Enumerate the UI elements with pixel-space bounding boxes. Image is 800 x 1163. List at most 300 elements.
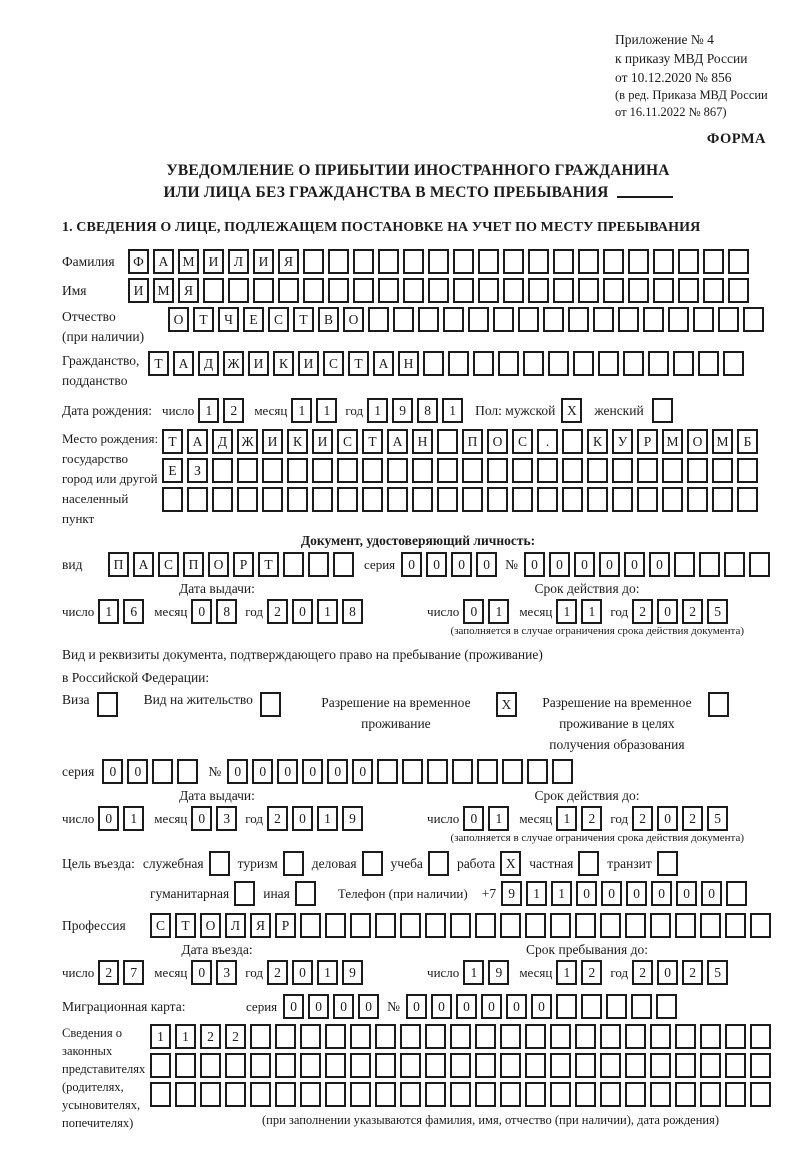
purpose-work-checkbox[interactable] [500, 851, 521, 876]
surname-char-cell[interactable] [328, 249, 349, 274]
birthplace-char-cell[interactable] [587, 487, 608, 512]
representatives-char-cell[interactable] [300, 1082, 321, 1107]
birthplace-char-cell[interactable] [587, 458, 608, 483]
representatives-char-cell[interactable] [325, 1024, 346, 1049]
birthplace-char-cell[interactable]: Р [637, 429, 658, 454]
stay-until-day-cell[interactable]: 9 [488, 960, 509, 985]
stay-until-year-cell[interactable]: 2 [682, 960, 703, 985]
doc-kind-char-cell[interactable]: П [108, 552, 129, 577]
representatives-char-cell[interactable] [350, 1082, 371, 1107]
birthplace-char-cell[interactable] [437, 487, 458, 512]
birthplace-char-cell[interactable] [662, 458, 683, 483]
entry-year-cell[interactable]: 2 [267, 960, 288, 985]
representatives-char-cell[interactable] [675, 1082, 696, 1107]
phone-digit-cell[interactable]: 9 [501, 881, 522, 906]
birthplace-char-cell[interactable] [537, 458, 558, 483]
birthplace-char-cell[interactable] [687, 458, 708, 483]
birthplace-char-cell[interactable] [212, 458, 233, 483]
birthplace-char-cell[interactable] [512, 487, 533, 512]
doc-kind-char-cell[interactable]: О [208, 552, 229, 577]
citizenship-char-cell[interactable] [648, 351, 669, 376]
stay-series-cell[interactable] [152, 759, 173, 784]
birthplace-char-cell[interactable] [312, 458, 333, 483]
purpose-other-checkbox[interactable] [295, 881, 316, 906]
firstname-char-cell[interactable] [378, 278, 399, 303]
phone-digit-cell[interactable]: 0 [676, 881, 697, 906]
birthdate-month-cell[interactable]: 1 [316, 398, 337, 423]
purpose-checkbox-cell[interactable] [295, 881, 316, 906]
doc-number-cell[interactable] [749, 552, 770, 577]
firstname-char-cell[interactable]: И [128, 278, 149, 303]
doc-issue-month-cell[interactable]: 8 [216, 599, 237, 624]
firstname-char-cell[interactable] [278, 278, 299, 303]
stay-series-cells[interactable] [102, 759, 198, 784]
doc-issue-year-cell[interactable]: 1 [317, 599, 338, 624]
doc-number-cell[interactable]: 0 [549, 552, 570, 577]
stay-series-cell[interactable]: 0 [102, 759, 123, 784]
purpose-transit-checkbox[interactable] [657, 851, 678, 876]
stay-valid-year-cell[interactable]: 5 [707, 806, 728, 831]
doc-issue-day-cell[interactable]: 1 [98, 599, 119, 624]
birthdate-day-cell[interactable]: 1 [198, 398, 219, 423]
entry-year-cell[interactable]: 1 [317, 960, 338, 985]
representatives-char-cell[interactable] [625, 1024, 646, 1049]
stay-issue-year-cell[interactable]: 1 [317, 806, 338, 831]
purpose-humanitarian-checkbox[interactable] [234, 881, 255, 906]
representatives-char-cell[interactable] [175, 1082, 196, 1107]
birthplace-char-cell[interactable] [487, 458, 508, 483]
doc-issue-year-cell[interactable]: 0 [292, 599, 313, 624]
citizenship-char-cell[interactable]: Ж [223, 351, 244, 376]
phone-digit-cell[interactable]: 1 [551, 881, 572, 906]
birthplace-char-cell[interactable] [362, 487, 383, 512]
surname-char-cell[interactable] [403, 249, 424, 274]
doc-kind-cells[interactable] [108, 552, 354, 577]
phone-digit-cell[interactable]: 0 [651, 881, 672, 906]
stay-number-cell[interactable] [402, 759, 423, 784]
phone-digit-cell[interactable]: 0 [601, 881, 622, 906]
profession-char-cell[interactable] [300, 913, 321, 938]
patronymic-char-cell[interactable]: С [268, 307, 289, 332]
representatives-char-cell[interactable] [425, 1082, 446, 1107]
birthplace-char-cell[interactable] [712, 487, 733, 512]
birthplace-char-cell[interactable]: Н [412, 429, 433, 454]
surname-char-cell[interactable] [503, 249, 524, 274]
surname-char-cell[interactable]: Л [228, 249, 249, 274]
firstname-char-cell[interactable]: М [153, 278, 174, 303]
profession-char-cell[interactable] [625, 913, 646, 938]
representatives-char-cell[interactable] [675, 1053, 696, 1078]
birthplace-char-cell[interactable]: М [712, 429, 733, 454]
stay-series-cell[interactable] [177, 759, 198, 784]
stay-issue-month-cell[interactable]: 3 [216, 806, 237, 831]
birthplace-char-cell[interactable] [312, 487, 333, 512]
profession-char-cell[interactable] [400, 913, 421, 938]
female-checkbox-cell[interactable] [652, 398, 673, 423]
doc-issue-year-cells[interactable] [267, 599, 363, 624]
representatives-char-cell[interactable] [650, 1024, 671, 1049]
birthplace-char-cell[interactable] [462, 487, 483, 512]
migration-series-cells[interactable] [283, 994, 379, 1019]
patronymic-cells[interactable] [168, 307, 764, 332]
birthplace-char-cell[interactable]: Е [162, 458, 183, 483]
representatives-char-cell[interactable] [225, 1053, 246, 1078]
representatives-char-cell[interactable]: 1 [175, 1024, 196, 1049]
phone-digit-cell[interactable]: 0 [701, 881, 722, 906]
entry-year-cell[interactable]: 9 [342, 960, 363, 985]
birthplace-char-cell[interactable] [187, 487, 208, 512]
representatives-row1-cells[interactable] [150, 1024, 771, 1049]
birthplace-char-cell[interactable] [612, 487, 633, 512]
stay-issue-year-cell[interactable]: 2 [267, 806, 288, 831]
representatives-char-cell[interactable] [550, 1053, 571, 1078]
birthdate-month-cell[interactable]: 1 [291, 398, 312, 423]
profession-char-cell[interactable]: Т [175, 913, 196, 938]
birthdate-year-cell[interactable]: 1 [442, 398, 463, 423]
profession-char-cell[interactable] [725, 913, 746, 938]
surname-char-cell[interactable]: А [153, 249, 174, 274]
representatives-char-cell[interactable] [500, 1024, 521, 1049]
birthplace-char-cell[interactable]: З [187, 458, 208, 483]
birthplace-char-cell[interactable]: О [487, 429, 508, 454]
birthplace-char-cell[interactable] [237, 487, 258, 512]
representatives-char-cell[interactable] [525, 1053, 546, 1078]
representatives-char-cell[interactable] [250, 1082, 271, 1107]
migration-number-cell[interactable]: 0 [456, 994, 477, 1019]
birthplace-char-cell[interactable]: У [612, 429, 633, 454]
purpose-commercial-checkbox[interactable] [362, 851, 383, 876]
patronymic-char-cell[interactable] [368, 307, 389, 332]
firstname-char-cell[interactable] [578, 278, 599, 303]
representatives-char-cell[interactable] [275, 1053, 296, 1078]
representatives-char-cell[interactable] [175, 1053, 196, 1078]
representatives-char-cell[interactable] [475, 1024, 496, 1049]
representatives-char-cell[interactable] [200, 1053, 221, 1078]
representatives-char-cell[interactable] [200, 1082, 221, 1107]
birthplace-char-cell[interactable]: Т [162, 429, 183, 454]
birthplace-char-cell[interactable] [462, 458, 483, 483]
birthplace-char-cell[interactable]: Т [362, 429, 383, 454]
entry-month-cell[interactable]: 3 [216, 960, 237, 985]
surname-char-cell[interactable]: Ф [128, 249, 149, 274]
stay-valid-year-cells[interactable] [632, 806, 728, 831]
patronymic-char-cell[interactable] [618, 307, 639, 332]
surname-char-cell[interactable] [553, 249, 574, 274]
patronymic-char-cell[interactable]: Т [293, 307, 314, 332]
patronymic-char-cell[interactable] [668, 307, 689, 332]
birthdate-year-cells[interactable] [367, 398, 463, 423]
migration-number-cells[interactable] [406, 994, 677, 1019]
representatives-char-cell[interactable] [475, 1082, 496, 1107]
birthplace-char-cell[interactable] [287, 458, 308, 483]
stay-until-month-cell[interactable]: 2 [581, 960, 602, 985]
stay-valid-day-cell[interactable]: 0 [463, 806, 484, 831]
stay-number-cell[interactable]: 0 [277, 759, 298, 784]
purpose-checkbox-cell[interactable] [362, 851, 383, 876]
stay-until-month-cell[interactable]: 1 [556, 960, 577, 985]
representatives-char-cell[interactable] [750, 1024, 771, 1049]
patronymic-char-cell[interactable] [643, 307, 664, 332]
citizenship-char-cell[interactable]: Н [398, 351, 419, 376]
firstname-char-cell[interactable] [653, 278, 674, 303]
birthplace-char-cell[interactable]: Д [212, 429, 233, 454]
birthplace-char-cell[interactable] [562, 429, 583, 454]
representatives-char-cell[interactable] [575, 1053, 596, 1078]
representatives-char-cell[interactable] [625, 1053, 646, 1078]
representatives-char-cell[interactable] [700, 1024, 721, 1049]
representatives-char-cell[interactable] [150, 1053, 171, 1078]
profession-char-cell[interactable] [350, 913, 371, 938]
patronymic-char-cell[interactable] [593, 307, 614, 332]
birthplace-char-cell[interactable] [637, 458, 658, 483]
firstname-char-cell[interactable] [303, 278, 324, 303]
representatives-char-cell[interactable] [250, 1053, 271, 1078]
surname-char-cell[interactable]: М [178, 249, 199, 274]
representatives-char-cell[interactable] [525, 1082, 546, 1107]
migration-series-cell[interactable]: 0 [283, 994, 304, 1019]
doc-number-cell[interactable] [724, 552, 745, 577]
birthplace-char-cell[interactable]: О [687, 429, 708, 454]
citizenship-char-cell[interactable]: И [298, 351, 319, 376]
doc-number-cell[interactable]: 0 [574, 552, 595, 577]
birthdate-day-cell[interactable]: 2 [223, 398, 244, 423]
profession-char-cell[interactable] [700, 913, 721, 938]
migration-number-cell[interactable] [606, 994, 627, 1019]
citizenship-char-cell[interactable] [698, 351, 719, 376]
doc-series-cell[interactable]: 0 [451, 552, 472, 577]
doc-number-cell[interactable]: 0 [524, 552, 545, 577]
representatives-row3-cells[interactable] [150, 1082, 771, 1107]
stay-valid-month-cells[interactable] [556, 806, 602, 831]
doc-kind-char-cell[interactable] [283, 552, 304, 577]
birthplace-char-cell[interactable] [387, 458, 408, 483]
profession-char-cell[interactable]: Я [250, 913, 271, 938]
temp-residence-edu-checkbox-cell[interactable] [708, 692, 729, 717]
profession-char-cell[interactable]: Р [275, 913, 296, 938]
birthplace-char-cell[interactable] [737, 458, 758, 483]
representatives-row2-cells[interactable] [150, 1053, 771, 1078]
birthplace-char-cell[interactable]: Б [737, 429, 758, 454]
representatives-char-cell[interactable] [700, 1053, 721, 1078]
profession-char-cell[interactable] [375, 913, 396, 938]
representatives-char-cell[interactable] [450, 1024, 471, 1049]
birthplace-char-cell[interactable] [512, 458, 533, 483]
stay-number-cell[interactable] [502, 759, 523, 784]
citizenship-char-cell[interactable]: Т [148, 351, 169, 376]
entry-year-cell[interactable]: 0 [292, 960, 313, 985]
visa-checkbox-cell[interactable] [97, 692, 118, 717]
doc-series-cell[interactable]: 0 [426, 552, 447, 577]
phone-digit-cell[interactable]: 1 [526, 881, 547, 906]
representatives-char-cell[interactable] [400, 1053, 421, 1078]
birthplace-char-cell[interactable] [337, 487, 358, 512]
patronymic-char-cell[interactable]: О [168, 307, 189, 332]
representatives-char-cell[interactable] [750, 1053, 771, 1078]
stay-until-year-cell[interactable]: 0 [657, 960, 678, 985]
representatives-char-cell[interactable]: 2 [200, 1024, 221, 1049]
representatives-char-cell[interactable] [575, 1024, 596, 1049]
representatives-char-cell[interactable] [375, 1024, 396, 1049]
representatives-char-cell[interactable]: 2 [225, 1024, 246, 1049]
patronymic-char-cell[interactable] [418, 307, 439, 332]
gender-male-checkbox[interactable] [561, 398, 582, 423]
stay-issue-month-cell[interactable]: 0 [191, 806, 212, 831]
stay-number-cell[interactable] [377, 759, 398, 784]
doc-series-cells[interactable] [401, 552, 497, 577]
birthplace-char-cell[interactable]: М [662, 429, 683, 454]
birthplace-char-cell[interactable] [287, 487, 308, 512]
profession-char-cell[interactable]: Л [225, 913, 246, 938]
birthplace-char-cell[interactable]: Ж [237, 429, 258, 454]
representatives-char-cell[interactable] [350, 1053, 371, 1078]
phone-cells[interactable] [501, 881, 747, 906]
birthdate-year-cell[interactable]: 8 [417, 398, 438, 423]
purpose-tourism-checkbox[interactable] [283, 851, 304, 876]
representatives-char-cell[interactable] [700, 1082, 721, 1107]
stay-valid-year-cell[interactable]: 2 [682, 806, 703, 831]
birthplace-char-cell[interactable] [362, 458, 383, 483]
profession-char-cell[interactable] [750, 913, 771, 938]
patronymic-char-cell[interactable]: Ч [218, 307, 239, 332]
migration-number-cell[interactable] [556, 994, 577, 1019]
patronymic-char-cell[interactable] [693, 307, 714, 332]
doc-kind-char-cell[interactable]: А [133, 552, 154, 577]
purpose-private-checkbox[interactable] [578, 851, 599, 876]
stay-valid-month-cell[interactable]: 1 [556, 806, 577, 831]
citizenship-cells[interactable] [148, 351, 744, 376]
doc-kind-char-cell[interactable] [333, 552, 354, 577]
doc-kind-char-cell[interactable]: Р [233, 552, 254, 577]
firstname-char-cell[interactable] [328, 278, 349, 303]
representatives-char-cell[interactable] [275, 1024, 296, 1049]
migration-series-cell[interactable]: 0 [358, 994, 379, 1019]
birthplace-char-cell[interactable] [212, 487, 233, 512]
representatives-char-cell[interactable] [550, 1082, 571, 1107]
representatives-char-cell[interactable] [375, 1053, 396, 1078]
birthplace-char-cell[interactable] [337, 458, 358, 483]
surname-char-cell[interactable] [378, 249, 399, 274]
migration-number-cell[interactable]: 0 [406, 994, 427, 1019]
stay-until-year-cell[interactable]: 2 [632, 960, 653, 985]
stay-series-cell[interactable]: 0 [127, 759, 148, 784]
representatives-char-cell[interactable] [325, 1082, 346, 1107]
representatives-char-cell[interactable] [400, 1024, 421, 1049]
birthplace-char-cell[interactable] [712, 458, 733, 483]
representatives-char-cell[interactable] [600, 1024, 621, 1049]
doc-issue-day-cells[interactable] [98, 599, 144, 624]
stay-number-cell[interactable] [452, 759, 473, 784]
birthplace-char-cell[interactable]: П [462, 429, 483, 454]
birthplace-char-cell[interactable] [262, 487, 283, 512]
representatives-char-cell[interactable] [425, 1053, 446, 1078]
representatives-char-cell[interactable] [350, 1024, 371, 1049]
surname-char-cell[interactable] [428, 249, 449, 274]
profession-char-cell[interactable] [500, 913, 521, 938]
firstname-char-cell[interactable] [703, 278, 724, 303]
patronymic-char-cell[interactable] [543, 307, 564, 332]
doc-number-cells[interactable] [524, 552, 770, 577]
representatives-char-cell[interactable] [725, 1053, 746, 1078]
birthdate-year-cell[interactable]: 9 [392, 398, 413, 423]
doc-valid-year-cell[interactable]: 2 [682, 599, 703, 624]
representatives-char-cell[interactable]: 1 [150, 1024, 171, 1049]
representatives-char-cell[interactable] [300, 1053, 321, 1078]
profession-char-cell[interactable] [675, 913, 696, 938]
birthplace-char-cell[interactable]: С [337, 429, 358, 454]
surname-char-cell[interactable] [678, 249, 699, 274]
birthplace-row1-cells[interactable] [162, 429, 758, 454]
firstname-char-cell[interactable] [253, 278, 274, 303]
visa-checkbox[interactable] [97, 692, 118, 717]
birthplace-char-cell[interactable] [537, 487, 558, 512]
doc-valid-day-cell[interactable]: 0 [463, 599, 484, 624]
stay-number-cell[interactable] [527, 759, 548, 784]
doc-series-cell[interactable]: 0 [476, 552, 497, 577]
citizenship-char-cell[interactable]: Т [348, 351, 369, 376]
birthplace-char-cell[interactable]: И [312, 429, 333, 454]
temp-residence-checkbox[interactable] [496, 692, 517, 717]
purpose-study-checkbox[interactable] [428, 851, 449, 876]
stay-number-cell[interactable] [552, 759, 573, 784]
patronymic-char-cell[interactable] [743, 307, 764, 332]
representatives-char-cell[interactable] [225, 1082, 246, 1107]
surname-char-cell[interactable] [528, 249, 549, 274]
representatives-char-cell[interactable] [600, 1082, 621, 1107]
migration-number-cell[interactable]: 0 [506, 994, 527, 1019]
birthplace-char-cell[interactable] [687, 487, 708, 512]
representatives-char-cell[interactable] [475, 1053, 496, 1078]
stay-valid-year-cell[interactable]: 2 [632, 806, 653, 831]
citizenship-char-cell[interactable]: С [323, 351, 344, 376]
representatives-char-cell[interactable] [450, 1053, 471, 1078]
representatives-char-cell[interactable] [325, 1053, 346, 1078]
purpose-checkbox-cell[interactable] [657, 851, 678, 876]
representatives-char-cell[interactable] [675, 1024, 696, 1049]
migration-number-cell[interactable] [581, 994, 602, 1019]
birthplace-char-cell[interactable] [437, 429, 458, 454]
patronymic-char-cell[interactable]: О [343, 307, 364, 332]
surname-char-cell[interactable] [478, 249, 499, 274]
residence-permit-checkbox[interactable] [260, 692, 281, 717]
patronymic-char-cell[interactable]: Т [193, 307, 214, 332]
stay-until-day-cell[interactable]: 1 [463, 960, 484, 985]
profession-char-cell[interactable] [550, 913, 571, 938]
stay-until-day-cells[interactable] [463, 960, 509, 985]
citizenship-char-cell[interactable] [423, 351, 444, 376]
profession-char-cell[interactable] [525, 913, 546, 938]
purpose-checkbox-cell[interactable] [209, 851, 230, 876]
profession-char-cell[interactable]: С [150, 913, 171, 938]
representatives-char-cell[interactable] [300, 1024, 321, 1049]
doc-number-cell[interactable]: 0 [624, 552, 645, 577]
gender-female-checkbox[interactable] [652, 398, 673, 423]
stay-issue-year-cell[interactable]: 9 [342, 806, 363, 831]
migration-number-cell[interactable]: 0 [431, 994, 452, 1019]
birthplace-row3-cells[interactable] [162, 487, 758, 512]
stay-issue-day-cells[interactable] [98, 806, 144, 831]
entry-year-cells[interactable] [267, 960, 363, 985]
representatives-char-cell[interactable] [550, 1024, 571, 1049]
stay-number-cell[interactable]: 0 [252, 759, 273, 784]
firstname-char-cell[interactable] [603, 278, 624, 303]
birthplace-char-cell[interactable]: . [537, 429, 558, 454]
citizenship-char-cell[interactable]: И [248, 351, 269, 376]
male-checkbox-cell[interactable]: X [561, 398, 582, 423]
firstname-char-cell[interactable] [353, 278, 374, 303]
migration-series-cell[interactable]: 0 [333, 994, 354, 1019]
representatives-char-cell[interactable] [750, 1082, 771, 1107]
temp-residence-edu-checkbox[interactable] [708, 692, 729, 717]
